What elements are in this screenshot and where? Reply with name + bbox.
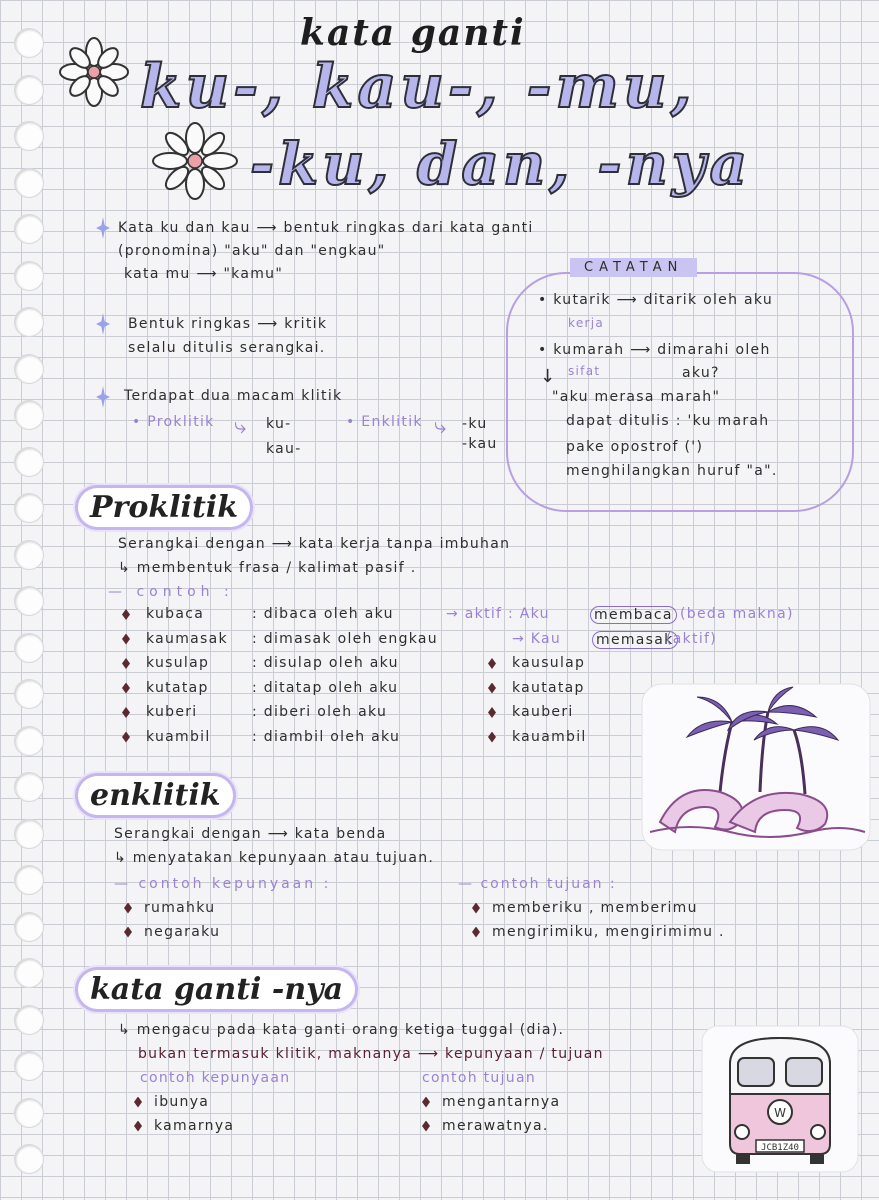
list-item: ibunya: [134, 1094, 209, 1110]
diamond-bullet-icon: [488, 658, 496, 669]
nya-heading: kata ganti -nya: [80, 972, 353, 1007]
proklitik-heading: Proklitik: [80, 490, 248, 525]
contoh-label: — contoh :: [108, 584, 234, 600]
intro-line: Kata ku dan kau ⟶ bentuk ringkas dari kata ganti: [118, 220, 534, 236]
flower-icon: [150, 122, 240, 200]
example-cell: : dibaca oleh aku: [252, 606, 394, 622]
arrow-down-icon: ↓: [540, 366, 557, 387]
binder-hole: [14, 865, 44, 895]
catatan-note: kerja: [568, 316, 605, 330]
binder-hole: [14, 1005, 44, 1035]
example-cell: kubaca: [146, 606, 205, 622]
list-item: merawatnya.: [422, 1118, 549, 1134]
example-cell: : dimasak oleh engkau: [252, 630, 438, 647]
example-cell: membaca: [590, 606, 677, 624]
catatan-line: menghilangkan huruf "a".: [566, 463, 778, 479]
enklitik-label: • Enklitik: [346, 414, 423, 430]
binder-hole: [14, 1144, 44, 1174]
binder-hole: [14, 121, 44, 151]
binder-hole: [14, 307, 44, 337]
intro-line: Bentuk ringkas ⟶ kritik: [128, 316, 328, 332]
binder-hole: [14, 261, 44, 291]
example-cell: : diambil oleh aku: [252, 728, 401, 745]
binder-hole: [14, 75, 44, 105]
nya-desc: bukan termasuk klitik, maknanya ⟶ kepunyaan / tujuan: [138, 1046, 604, 1062]
example-cell: (beda makna): [680, 606, 794, 622]
proklitik-desc: ↳ membentuk frasa / kalimat pasif .: [118, 560, 417, 576]
enklitik-desc: Serangkai dengan ⟶ kata benda: [114, 826, 387, 842]
palm-wave-sticker: [640, 682, 872, 852]
catatan-line: • kutarik ⟶ ditarik oleh aku: [538, 292, 774, 308]
catatan-note: sifat: [568, 364, 601, 378]
diamond-bullet-icon: [122, 634, 130, 645]
diamond-bullet-icon: [488, 707, 496, 718]
binder-hole: [14, 540, 44, 570]
diamond-bullet-icon: [488, 683, 496, 694]
list-item: kamarnya: [134, 1118, 234, 1134]
binder-hole: [14, 447, 44, 477]
contoh-left-label: — contoh kepunyaan :: [114, 876, 332, 892]
binder-hole: [14, 958, 44, 988]
catatan-line: aku?: [682, 365, 720, 381]
contoh-right-label: — contoh tujuan :: [458, 876, 617, 892]
example-cell: → Kau: [512, 630, 562, 647]
diamond-bullet-icon: [122, 732, 130, 743]
example-cell: kausulap: [512, 655, 586, 671]
diamond-bullet-icon: [488, 732, 496, 743]
proklitik-label: • Proklitik: [132, 414, 215, 430]
example-cell: (aktif): [666, 630, 718, 647]
binder-hole: [14, 633, 44, 663]
example-cell: → aktif : Aku: [446, 606, 550, 622]
binder-hole: [14, 819, 44, 849]
intro-line: kata mu ⟶ "kamu": [124, 266, 284, 282]
list-item: negaraku: [124, 924, 220, 940]
brace-icon: ⤷: [434, 414, 448, 439]
enklitik-ku: -ku: [462, 416, 488, 432]
intro-line: Terdapat dua macam klitik: [124, 388, 343, 404]
intro-line: selalu ditulis serangkai.: [128, 340, 326, 356]
example-cell: kuambil: [146, 728, 211, 745]
example-cell: : ditatap oleh aku: [252, 679, 399, 696]
contoh-left-label: contoh kepunyaan: [140, 1070, 291, 1086]
catatan-line: "aku merasa marah": [552, 389, 721, 405]
binder-hole: [14, 772, 44, 802]
title-line-2: -ku, dan, -nya: [250, 130, 752, 198]
example-cell: : disulap oleh aku: [252, 655, 399, 671]
catatan-line: dapat ditulis : 'ku marah: [566, 413, 770, 429]
example-cell: kauambil: [512, 728, 587, 745]
diamond-bullet-icon: [122, 658, 130, 669]
diamond-bullet-icon: [122, 683, 130, 694]
binder-hole: [14, 679, 44, 709]
contoh-right-label: contoh tujuan: [422, 1070, 536, 1086]
list-item: mengirimiku, mengirimimu .: [472, 924, 725, 940]
van-sticker: [700, 1024, 860, 1174]
binder-hole: [14, 400, 44, 430]
svg-text:W: W: [774, 1106, 786, 1120]
catatan-label: CATATAN: [570, 258, 697, 277]
brace-icon: ⤷: [234, 414, 248, 439]
example-cell: : diberi oleh aku: [252, 704, 388, 720]
binder-hole: [14, 726, 44, 756]
example-cell: kauberi: [512, 704, 574, 720]
license-plate: JCB1Z40: [761, 1143, 799, 1153]
catatan-line: pake opostrof ('): [566, 439, 704, 455]
sparkle-icon: [96, 217, 110, 239]
enklitik-kau: -kau: [462, 436, 498, 452]
list-item: memberiku , memberimu: [472, 900, 698, 916]
catatan-line: • kumarah ⟶ dimarahi oleh: [538, 342, 771, 358]
nya-desc: ↳ mengacu pada kata ganti orang ketiga tuggal (dia).: [118, 1022, 565, 1038]
diamond-bullet-icon: [122, 707, 130, 718]
flower-icon: [58, 36, 130, 108]
enklitik-heading: enklitik: [80, 778, 231, 813]
binder-hole: [14, 28, 44, 58]
proklitik-ku: ku-: [266, 416, 292, 432]
example-cell: memasak: [592, 631, 678, 649]
example-cell: kautatap: [512, 679, 585, 696]
example-cell: kusulap: [146, 655, 210, 671]
example-cell: kuberi: [146, 704, 198, 720]
proklitik-desc: Serangkai dengan ⟶ kata kerja tanpa imbuhan: [118, 536, 511, 552]
binder-hole: [14, 912, 44, 942]
binder-hole: [14, 214, 44, 244]
title-line-1: ku-, kau-, -mu,: [140, 52, 696, 122]
binder-hole: [14, 493, 44, 523]
sparkle-icon: [96, 313, 110, 335]
intro-line: (pronomina) "aku" dan "engkau": [118, 243, 386, 259]
proklitik-kau: kau-: [266, 441, 302, 457]
binder-hole: [14, 586, 44, 616]
example-cell: kutatap: [146, 679, 209, 696]
sparkle-icon: [96, 386, 110, 408]
list-item: mengantarnya: [422, 1094, 560, 1110]
binder-hole: [14, 354, 44, 384]
diamond-bullet-icon: [122, 609, 130, 620]
binder-hole: [14, 1098, 44, 1128]
example-cell: kaumasak: [146, 630, 228, 647]
list-item: rumahku: [124, 900, 215, 916]
binder-hole: [14, 1051, 44, 1081]
enklitik-desc: ↳ menyatakan kepunyaan atau tujuan.: [114, 850, 435, 866]
binder-hole: [14, 168, 44, 198]
title-kata-ganti: kata ganti: [300, 12, 526, 54]
